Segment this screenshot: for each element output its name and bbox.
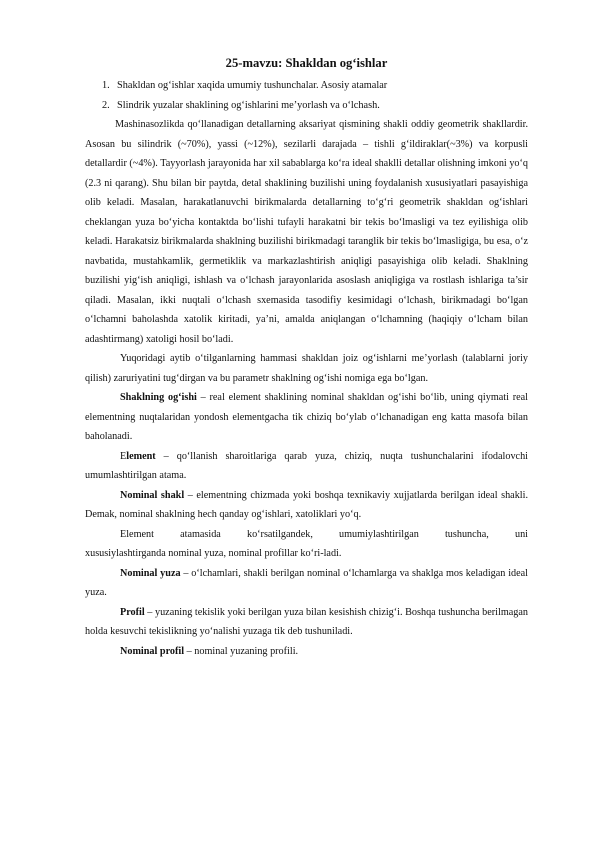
definition-nominal-surface <box>85 564 528 603</box>
definition-text: – qo‘llanish sharoitlariga qarab yuza, chiziq, nuqta tushunchalarini ifodalovchi umumlashtirilgan atama. <box>85 450 528 481</box>
definition-term: Profil <box>120 606 145 618</box>
element-note-line-1: Element atamasida ko‘rsatilgandek, umumiylashtirilgan tushuncha, uni <box>120 528 528 540</box>
definition-term: Nominal yuza <box>120 567 181 579</box>
paragraph-norming-need: Yuqoridagi aytib o‘tilganlarning hammasi shakldan joiz og‘ishlarni me’yorlash (talablarni joriy qilish) zaruriyatini tug‘dirgan va bu parametr shaklning og‘ishi nomiga ega bo‘lgan. <box>85 353 528 384</box>
topic-number: 2. <box>102 99 110 111</box>
topic-list-item <box>85 76 528 96</box>
definition-text: – real element shaklining nominal shakldan og‘ishi bo‘lib, uning qiymati real elementning nuqtalaridan yondosh elementgacha tik chiziq bo‘ylab o‘lchanadigan eng katta masofa bilan baholanadi. <box>85 392 528 442</box>
element-note-line-2: xususiylashtirganda nominal yuza, nominal profillar ko‘ri-ladi. <box>85 548 342 559</box>
paragraph-element-note <box>85 525 528 545</box>
topic-number: 1. <box>102 80 110 91</box>
definition-text: – yuzaning tekislik yoki berilgan yuza bilan kesishish chizig‘i. Boshqa tushuncha berilmagan holda kesuvchi tekislikning yo‘nalishi yuzaga tik deb tushuniladi. <box>85 606 528 637</box>
definition-shape-deviation <box>85 388 528 447</box>
definition-nominal-shape <box>85 486 528 525</box>
page-title: 25-mavzu: Shakldan og‘ishlar <box>225 56 388 70</box>
definition-term: Nominal profil <box>120 645 185 657</box>
topic-list-item <box>85 96 528 116</box>
definition-term: lement <box>126 450 156 462</box>
definition-profile <box>85 603 528 642</box>
definition-term: Shaklning og‘ishi <box>120 392 197 403</box>
definition-text: – nominal yuzaning profili. <box>184 645 299 657</box>
definition-element <box>85 447 528 486</box>
definition-term: Nominal shakl <box>120 489 185 501</box>
definition-term-prefix: E <box>120 450 127 462</box>
definition-nominal-profile <box>85 642 528 662</box>
topic-list <box>85 76 528 115</box>
paragraph-element-note-cont <box>85 544 528 564</box>
topic-text: Shakldan og‘ishlar xaqida umumiy tushunchalar. Asosiy atamalar <box>117 80 388 91</box>
definition-text: – o‘lchamlari, shakli berilgan nominal o‘lchamlarga va shaklga mos keladigan ideal yuza. <box>85 567 528 598</box>
topic-text: Slindrik yuzalar shaklining og‘ishlarini me’yorlash va o‘lchash. <box>117 99 380 111</box>
definition-text: – elementning chizmada yoki boshqa texnikaviy xujjatlarda berilgan ideal shakli. Demak, nominal shaklning hech qanday og‘ishlari, xatoliklari yo‘q. <box>85 489 528 520</box>
intro-paragraph: Mashinasozlikda qo‘llanadigan detallarning aksariyat qismining shakli oddiy geometrik shakllardir. Asosan bu silindrik (~70%), yassi (~12%), sezilarli darajada – tishli g‘ildiraklar(~3%) va korpusli detallardir (~4%). Tayyorlash jarayonida har xil sabablarga ko‘ra ideal shaklli detallar olishning imkoni yo‘q (2.3 ni qarang). Shu bilan bir paytda, detal shaklining buzilishi uning foydalanish xususiyatlari pasayishiga olib keladi. Masalan, harakatlanuvchi birikmalarda detallarning to‘g‘ri geometrik shakldan og‘ishlari cheklangan yuza bo‘yicha kontaktda bo‘lishi tufayli harakatni bir tekis bo‘lmasligi va tez eyilishiga olib keladi. Harakatsiz birikmalarda shaklning buzilishi birikmadagi taranglik bir tekis bo‘lmasligiga, bu esa, o‘z navbatida, mustahkamlik, germetiklik va markazlashtirish aniqligi pasayishiga olib keladi. Shaklning buzilishi yig‘ish aniqligi, ishlash va o‘lchash jarayonlarida asoslash aniqligiga va rostlash ishlariga ta’sir qiladi. Masalan, ikki nuqtali o‘lchash sxemasida tasodifiy kesimidagi o‘lchash, birikmadagi bo‘lgan o‘lchamni baholashda xatolik kiritadi, ya’ni, amalda aniqlangan o‘lchamning (haqiqiy o‘lcham bilan adashtirmang) xatoligi hosil bo‘ladi. <box>85 119 528 345</box>
document-page <box>85 55 528 661</box>
